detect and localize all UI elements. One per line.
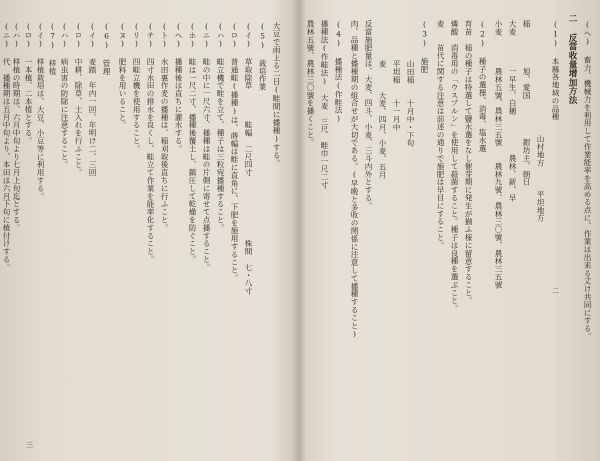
text-column: 稲 旭、愛国 銀坊主、朝日 <box>522 20 531 186</box>
text-column: 麦 苗代に関する注意は前述の通りで施肥は早目にすること。 <box>436 20 445 250</box>
text-column: (イ) 草取除草 畦幅 二尺四寸 株間 七・八寸 <box>244 22 253 295</box>
text-column: 肉、品種と播種期の組合せが大切である。(早晩と多收の関係に注意して播種すること) <box>350 20 359 339</box>
page-number: 三 <box>26 441 33 449</box>
text-column: (ロ) 一本植、二本植とする。 <box>24 22 33 145</box>
text-column: (ニ) 代 播種期は五月中旬より、本田は六月下旬に植付けする。 <box>2 22 11 272</box>
subsection-heading: (7) 移植 <box>48 22 57 75</box>
text-column: (ハ) 病虫害の防除に注意すること。 <box>60 22 69 169</box>
text-column: 山田稲 十月中・下旬 <box>406 60 415 147</box>
text-column: 平坦稲 十一月中 <box>392 60 401 132</box>
text-column: (ヘ) 播種後は直ちに灌水する。 <box>174 22 183 153</box>
text-column: (リ) 四畦立機を使用すること。 <box>132 22 141 153</box>
text-column: 播種法(作畦法) 大麦 三尺 畦巾一尺二寸 <box>320 20 329 189</box>
text-column: (ニ) 畦の中に一尺六寸、播種は畦の片側に寄せて点播すること。 <box>202 22 211 272</box>
text-column: 育苗 稲の種子は特選して鹽水選をなし催芽期に発生が揃ふ様に留意すること。 <box>464 20 473 305</box>
text-column: (チ) 四寸水田の排水を良くし、畦立て作業を能率化すること。 <box>146 22 155 264</box>
text-column: (イ) 麦踏 年内一回、年明け二、三回 <box>88 22 97 177</box>
page-number: 二 <box>552 287 559 295</box>
text-column: 燐酸 消毒用の「ウスプルン」を使用して殺菌すること。種子は良種を選ぶこと。 <box>450 20 459 313</box>
section-heading: 二 反當收量增加方法 <box>567 14 577 105</box>
text-column: 麦 大麦、四月、小麦、五月 <box>378 60 387 179</box>
text-column: (ロ) 中耕、除草、土入れを行ふこと。 <box>74 22 83 177</box>
book-gutter <box>292 0 306 461</box>
text-column: 大豆で雨上る二日(畦間に播種)する。 <box>272 22 281 167</box>
text-column: (ハ) 移植の時期は、六月中旬より七月上旬迄とする。 <box>12 22 21 232</box>
text-column: 農林五號、農林三〇號を播くこと。 <box>306 20 315 147</box>
subsection-heading: (4) 播種法(作畦法) <box>334 20 343 124</box>
text-column: 大麦 一早生、白穂 農林、新、早 <box>508 20 517 202</box>
text-column: (ト) 水田裏作麦の播種は、稲刈取後直ちに行ふこと。 <box>160 22 169 232</box>
subsection-heading: (5) 栽培作業 <box>258 22 267 91</box>
text-column: 小麦 農林五號、農林三五號 農林九號、農林三〇號、農林三五號 <box>494 20 503 289</box>
text-column: (ヘ) 畜力、機械力を利用して作業能率を高める点に、作業は出来る丈け共同にする。 <box>583 20 592 341</box>
text-column: (ロ) 普通畦(播種)は、蒔幅は畦に直角に、下肥を施用すること。 <box>230 22 239 282</box>
text-column: (ヌ) 肥料を用いること。 <box>118 22 127 129</box>
subsection-heading: (3) 施肥 <box>420 20 429 73</box>
subsection-heading: (1) 本縣各地域の品種 <box>551 20 560 121</box>
subsection-heading: (6) 管理 <box>102 22 111 75</box>
text-column: (ホ) 畦は一尺二寸、播種後覆土し、鎮圧して乾燥を防ぐこと。 <box>188 22 197 264</box>
text-column: 反當施肥量は、大麦、四斗、小麦、三斗内外とする。 <box>364 20 373 210</box>
text-column: (ハ) 畦立機で畦を立て、種子は三粒宛播種すること。 <box>216 22 225 232</box>
subsection-heading: (2) 種子の選擇、消毒、塩水選 <box>478 20 487 152</box>
text-column: 山村地方 平坦地方 <box>536 135 545 222</box>
text-column: (イ) 移植栽培は、大豆、小豆等に利用する。 <box>36 22 45 200</box>
